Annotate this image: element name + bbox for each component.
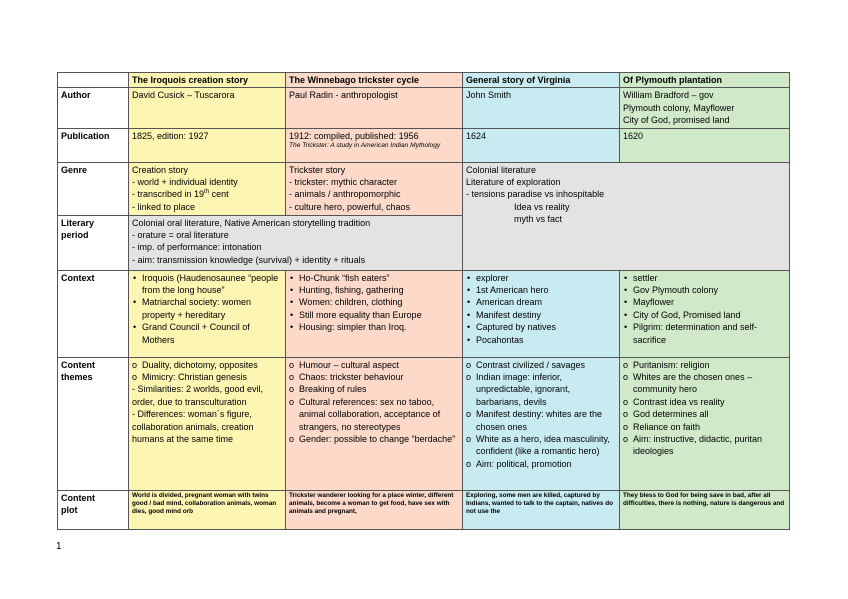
genre-line: Literature of exploration (466, 177, 561, 188)
row-label-line: plot (61, 505, 78, 516)
genre-text: cent (209, 189, 229, 200)
context-item: • Women: children, clothing (289, 296, 459, 308)
row-label-literary-period (58, 215, 129, 270)
genre-line: - animals / anthropomorphic (289, 189, 401, 200)
publication-plymouth: 1620 (620, 128, 790, 162)
context-item: • Pilgrim: determination and self-sacrifice (623, 321, 786, 346)
genre-iroquois (129, 162, 286, 215)
period-line: Colonial oral literature, Native American storytelling tradition (132, 217, 371, 228)
publication-book-title: The Trickster: A study in American Indian Mythology (289, 142, 441, 150)
genre-winnebago (286, 162, 463, 215)
themes-plymouth (620, 357, 790, 490)
genre-line: - linked to place (132, 201, 196, 212)
themes-iroquois (129, 357, 286, 490)
context-item: • American dream (466, 296, 616, 308)
context-item: • City of God, Promised land (623, 309, 786, 321)
row-label-context: Context (58, 270, 129, 357)
context-item: • Still more equality than Europe (289, 309, 459, 321)
theme-item: o Puritanism: religion (623, 359, 786, 371)
plot-iroquois: World is divided, pregnant woman with twins good / bad mind, collaboration animals, woman dies, good mind orb (129, 490, 286, 529)
author-winnebago: Paul Radin - anthropologist (286, 88, 463, 128)
theme-item: o Duality, dichotomy, opposites (132, 359, 282, 371)
plot-virginia: Exploring, some men are killed, captured by Indians, wanted to talk to the captain, natives do not use the (463, 490, 620, 529)
theme-item: o Whites are the chosen ones – community hero (623, 371, 786, 396)
theme-item: o Indian image: inferior, unpredictable, ignorant, barbarians, devils (466, 371, 616, 408)
genre-line: - trickster: mythic character (289, 177, 398, 188)
context-item: • Matriarchal society: women property + hereditary (132, 296, 282, 321)
theme-item: o God determines all (623, 408, 786, 420)
themes-virginia (463, 357, 620, 490)
theme-item: o Humour – cultural aspect (289, 359, 459, 371)
context-item: • 1st American hero (466, 284, 616, 296)
author-plymouth (620, 88, 790, 128)
row-label-line: themes (61, 372, 93, 383)
header-virginia: General story of Virginia (463, 73, 620, 88)
context-virginia (463, 270, 620, 357)
period-line: - aim: transmission knowledge (survival) + identity + rituals (132, 254, 366, 265)
period-line: - orature = oral literature (132, 230, 229, 241)
publication-row (58, 128, 790, 162)
context-item: • Grand Council + Council of Mothers (132, 321, 282, 346)
publication-virginia: 1624 (463, 128, 620, 162)
context-item: • settler (623, 272, 786, 284)
context-item: • Hunting, fishing, gathering (289, 284, 459, 296)
row-label-plot (58, 490, 129, 529)
author-virginia: John Smith (463, 88, 620, 128)
period-line: - imp. of performance: intonation (132, 242, 262, 253)
context-item: • Mayflower (623, 296, 786, 308)
author-line: William Bradford – gov (623, 90, 714, 101)
page-number: 1 (56, 541, 62, 552)
theme-item: o Manifest destiny: whites are the chosen ones (466, 408, 616, 433)
genre-row (58, 162, 790, 215)
theme-item: o White as a hero, idea masculinity, confident (like a romantic hero) (466, 433, 616, 458)
genre-line: Colonial literature (466, 164, 537, 175)
genre-line: - culture hero, powerful, chaos (289, 201, 411, 212)
row-label-themes (58, 357, 129, 490)
header-iroquois: The Iroquois creation story (129, 73, 286, 88)
row-label-line: Content (61, 492, 95, 503)
context-item: • Pocahontas (466, 334, 616, 346)
genre-line (132, 188, 282, 200)
themes-row (58, 357, 790, 490)
theme-item: o Cultural references: sex no taboo, animal collaboration, acceptance of strangers, no stereotypes (289, 396, 459, 433)
theme-item: o Aim: political, promotion (466, 458, 616, 470)
publication-dates: 1912: compiled, published: 1956 (289, 130, 419, 141)
row-label-publication: Publication (58, 128, 129, 162)
context-item: • Captured by natives (466, 321, 616, 333)
plot-row (58, 490, 790, 529)
context-iroquois (129, 270, 286, 357)
header-row (58, 73, 790, 88)
theme-item: o Chaos: trickster behaviour (289, 371, 459, 383)
row-label-author: Author (58, 88, 129, 128)
context-item: • Ho-Chunk “fish eaters” (289, 272, 459, 284)
author-iroquois: David Cusick – Tuscarora (129, 88, 286, 128)
author-line: Plymouth colony, Mayflower (623, 102, 735, 113)
header-winnebago: The Winnebago trickster cycle (286, 73, 463, 88)
header-plymouth: Of Plymouth plantation (620, 73, 790, 88)
theme-item: o Reliance on faith (623, 421, 786, 433)
context-item: • Gov Plymouth colony (623, 284, 786, 296)
genre-colonial (463, 162, 790, 270)
row-label-line: Literary (61, 217, 95, 228)
themes-winnebago (286, 357, 463, 490)
context-row (58, 270, 790, 357)
context-item: • Iroquois (Haudenosaunee “people from the long house” (132, 272, 282, 297)
context-item: • Housing: simpler than Iroq. (289, 321, 459, 333)
superscript: th (204, 189, 210, 196)
theme-line: - Differences: woman´s figure, collaboration animals, creation humans at the same time (132, 409, 254, 445)
genre-line: Trickster story (289, 164, 346, 175)
theme-item: o Contrast idea vs reality (623, 396, 786, 408)
theme-item: o Gender: possible to change “berdache” (289, 433, 459, 445)
literary-period-native (129, 215, 463, 270)
genre-text: - transcribed in 19 (132, 189, 205, 200)
publication-iroquois: 1825, edition: 1927 (129, 128, 286, 162)
genre-line: - world + individual identity (132, 177, 238, 188)
row-label-line: period (61, 230, 89, 241)
genre-line: - tensions paradise vs inhospitable (466, 189, 605, 200)
genre-line: Creation story (132, 164, 189, 175)
context-plymouth (620, 270, 790, 357)
row-label-line: Content (61, 359, 95, 370)
theme-item: o Contrast civilized / savages (466, 359, 616, 371)
context-item: • explorer (466, 272, 616, 284)
row-label-genre: Genre (58, 162, 129, 215)
author-line: City of God, promised land (623, 115, 730, 126)
comparison-table (57, 72, 790, 530)
context-item: • Manifest destiny (466, 309, 616, 321)
theme-item: o Mimicry: Christian genesis (132, 371, 282, 383)
plot-plymouth: They bless to God for being save in bad, after all difficulties, there is nothing, nature is dangerous and (620, 490, 790, 529)
theme-line: - Similarities: 2 worlds, good evil, order, due to transculturation (132, 384, 264, 407)
theme-item: o Breaking of rules (289, 383, 459, 395)
genre-line: myth vs fact (514, 214, 563, 225)
theme-item: o Aim: instructive, didactic, puritan ideologies (623, 433, 786, 458)
plot-winnebago: Trickster wanderer looking for a place winter, different animals, become a woman to get food, have sex with animals and pregnant, (286, 490, 463, 529)
author-row (58, 88, 790, 128)
context-winnebago (286, 270, 463, 357)
corner-cell (58, 73, 129, 88)
genre-line: Idea vs reality (514, 201, 570, 212)
publication-winnebago (286, 128, 463, 162)
